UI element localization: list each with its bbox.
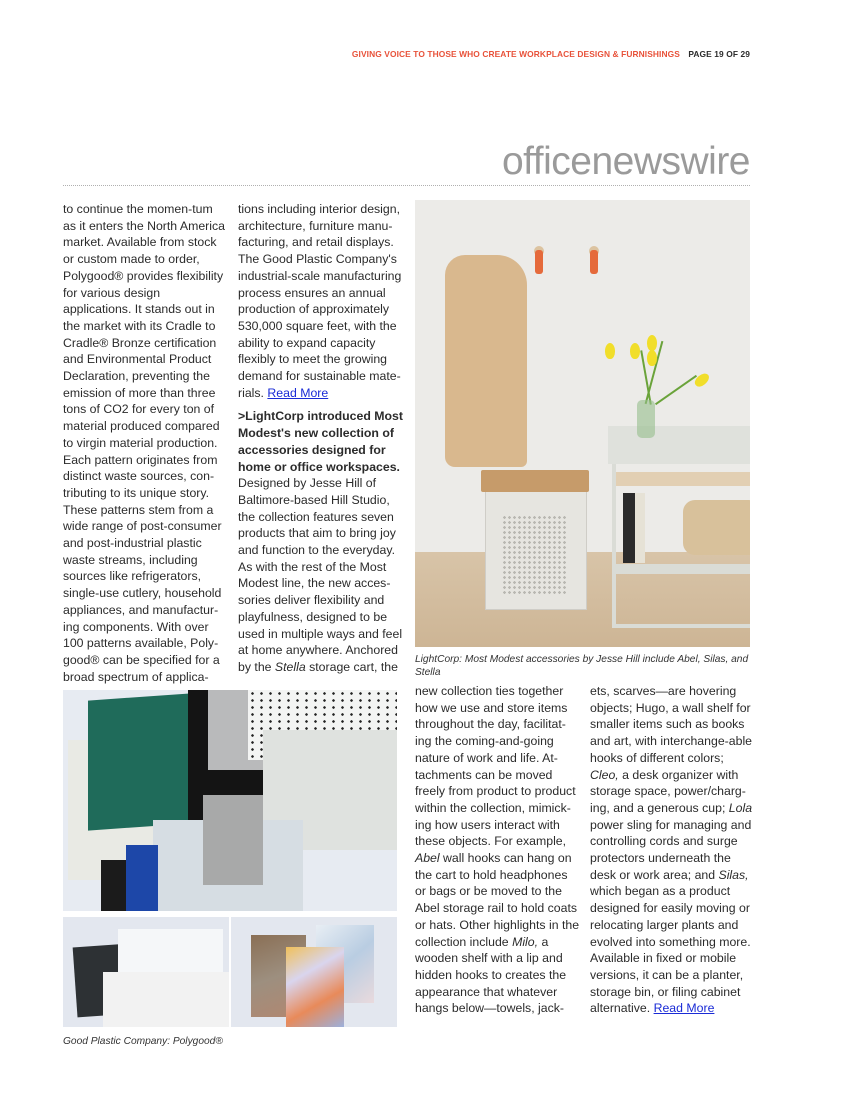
article-headline: >LightCorp introduced Most Modest's new collection of accessories designed for home or office workspaces. [238,409,403,474]
body-span: a desk organizer with storage space, power/charg-ing, and a generous cup; [590,767,746,815]
wooden-lid [481,470,589,492]
body-span: power sling for managing and controlling cords and surge protectors underneath the desk or work area; and [590,817,752,882]
article-body-text [238,475,403,675]
stella-cart [485,478,587,610]
body-span: ets, scarves—are hovering objects; Hugo, a wall shelf for smaller items such as books and art, with interchange-able hooks of different colors; [590,684,753,765]
article-body-text: to continue the momen-tum as it enters the North America market. Available from stock or custom made to order, Polygood® provides flexibility for various design applications. It stands out in the market with its Cradle to Cradle® Bronze certification and Environmental Product Declaration, preventing the emission of more than three tons of CO2 for every ton of material produced compared to virgin material production. Each pattern originates from distinct waste sources, con-tributing to its unique story. These patterns stem from a wide range of post-consumer and post-industrial plastic waste streams, including sources like refrigerators, single-use cutlery, household appliances, and manufactur-ing components. With over 100 patterns available, Poly-good® can be specified for a broad spectrum of applica- [63,202,225,684]
tulip-icon [605,343,615,359]
polygood-swatch-photo-1 [63,917,229,1027]
body-span: wall hooks can hang on the cart to hold headphones or bags or be moved to the Abel storage rail to hold coats or hats. Other highlights in the collection include [415,851,580,949]
article-column-2 [238,201,403,676]
glass-vase [637,400,655,438]
article-column-3 [415,683,580,1017]
read-more-link-lightcorp[interactable]: Read More [653,1001,715,1016]
masthead-logo: officenewswire [501,140,750,183]
article-body-text: tions including interior design, architecture, furniture manu-facturing, and retail displays. The Good Plastic Company's industrial-scale manufacturing process ensures an annual production of approximately 530,000 square feet, with the ability to expand capacity flexibly to meet the growing demand for sustainable mate-rials. [238,202,402,400]
polygood-samples-photo [63,690,397,911]
article-body-text [590,683,755,1017]
body-span: which began as a product designed for easily moving or relocating larger plants and evolved into something more. Available in fixed or mobile versions, it can be a planter, storage bin, or filing cabinet alternative. [590,884,751,1016]
leather-bag [683,500,750,555]
grey-sheet-2 [203,795,263,885]
read-more-link-polygood[interactable]: Read More [267,385,329,400]
product-name-cleo: Cleo, [590,767,619,782]
body-span: new collection ties together how we use and store items throughout the day, facilitat-ing the coming-and-going nature of work and life. At-tachments can be moved freely from product to product within the collection, mimick-ing how users interact with these objects. For example, [415,684,576,849]
rack-tray [608,426,750,464]
article-body-text [415,683,580,1017]
photo-caption-polygood: Good Plastic Company: Polygood® [63,1036,223,1047]
coat-on-hook [445,255,527,467]
article-column-1 [63,201,228,685]
page-header [352,49,750,59]
abel-hook-icon [590,250,598,274]
page-indicator: PAGE 19 OF 29 [688,49,750,59]
product-name-silas: Silas, [718,867,749,882]
body-span: Designed by Jesse Hill of Baltimore-based Hill Studio, the collection features seven products that aim to bring joy and function to the everyday. As with the rest of the Most Modest line, the new acces-sories deliver flexibility and playfulness, designed to be used in multiple ways and feel at home anywhere. Anchored by the [238,476,403,674]
article-column-4 [590,683,755,1017]
product-name-stella: Stella [274,659,306,674]
header-tagline: GIVING VOICE TO THOSE WHO CREATE WORKPLACE DESIGN & FURNISHINGS [351,49,680,59]
body-span: storage cart, the [305,659,398,674]
blue-sheet [126,845,158,911]
tulip-icon [647,350,657,366]
black-vein-sheet [103,972,229,1027]
abel-hook-icon [535,250,543,274]
lightcorp-product-photo [415,200,750,647]
polygood-swatch-photo-2 [231,917,397,1027]
perforation-pattern [502,515,568,595]
photo-caption-lightcorp: LightCorp: Most Modest accessories by Jesse Hill include Abel, Silas, and Stella [415,654,749,678]
dotted-divider [63,185,750,186]
multicolor-sheet [286,947,344,1027]
rack-base [616,564,750,574]
tulip-icon [647,335,657,351]
product-name-lola: Lola [728,800,753,815]
article-body-text [238,201,403,401]
wooden-shelf [616,472,750,486]
books [623,493,645,563]
stem [655,375,697,405]
tulip-icon [630,343,640,359]
product-name-milo: Milo, [512,934,539,949]
product-name-abel: Abel [415,851,440,866]
body-span: a wooden shelf with a lip and hidden hooks to creates the appearance that whatever hangs below—towels, jack- [415,934,567,1016]
